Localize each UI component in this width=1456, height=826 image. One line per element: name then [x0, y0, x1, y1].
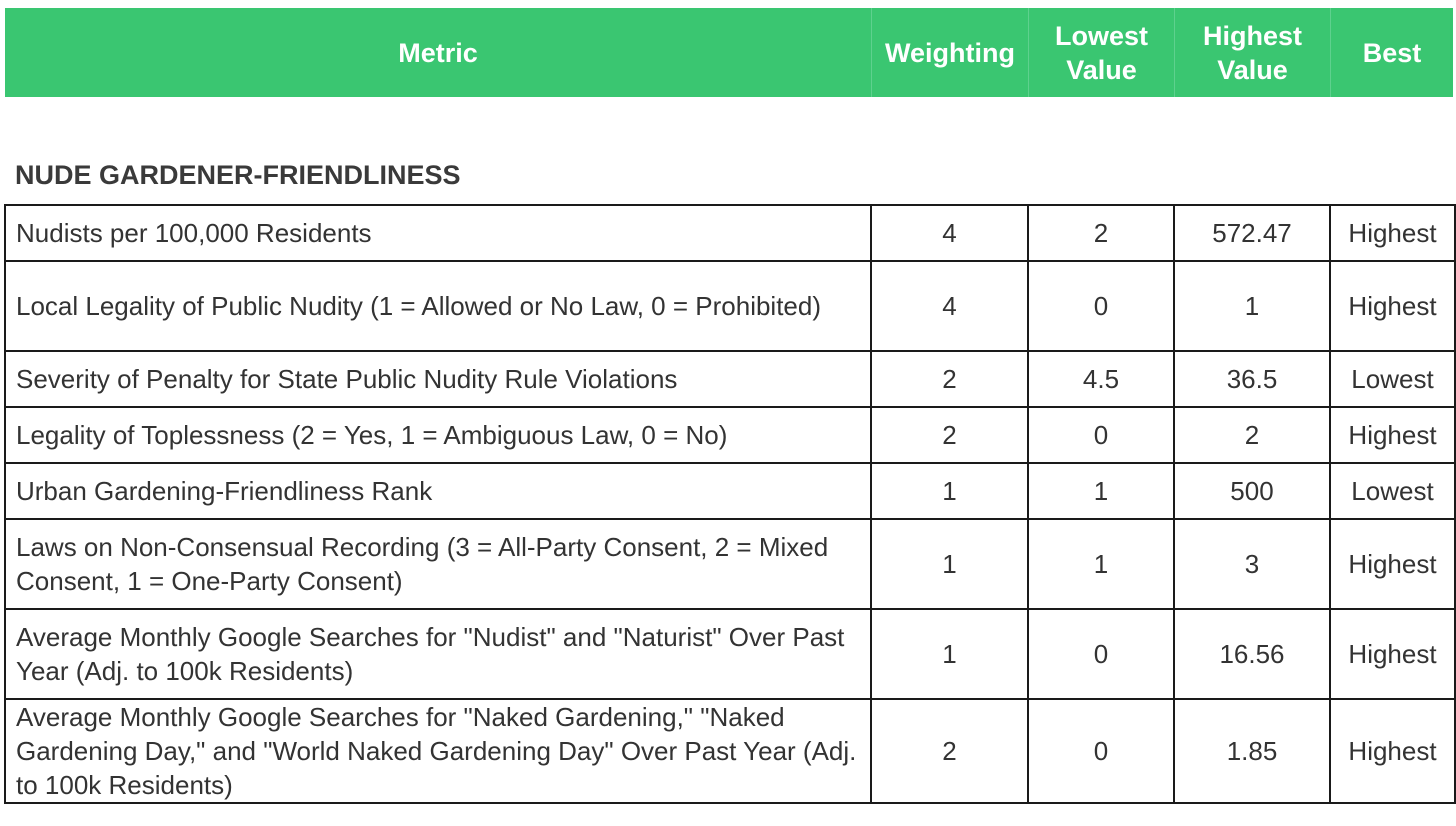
metric-cell: Nudists per 100,000 Residents — [5, 205, 871, 261]
header-weighting: Weighting — [871, 8, 1028, 97]
metrics-table — [4, 204, 1456, 804]
highest-value-cell: 1.85 — [1174, 699, 1330, 803]
table-row — [5, 407, 1455, 463]
table-row — [5, 351, 1455, 407]
weighting-cell: 1 — [871, 609, 1028, 699]
highest-value-cell: 36.5 — [1174, 351, 1330, 407]
metric-cell: Urban Gardening-Friendliness Rank — [5, 463, 871, 519]
lowest-value-cell: 0 — [1028, 407, 1174, 463]
lowest-value-cell: 2 — [1028, 205, 1174, 261]
lowest-value-cell: 0 — [1028, 699, 1174, 803]
lowest-value-cell: 1 — [1028, 519, 1174, 609]
weighting-cell: 4 — [871, 205, 1028, 261]
highest-value-cell: 572.47 — [1174, 205, 1330, 261]
best-cell: Highest — [1330, 699, 1455, 803]
highest-value-cell: 16.56 — [1174, 609, 1330, 699]
weighting-cell: 2 — [871, 407, 1028, 463]
metric-cell: Average Monthly Google Searches for "Naked Gardening," "Naked Gardening Day," and "World Naked Gardening Day" Over Past Year (Adj. to 100k Residents) — [5, 699, 871, 803]
highest-value-cell: 3 — [1174, 519, 1330, 609]
header-highest-value: Highest Value — [1174, 8, 1330, 97]
table-header — [5, 8, 1453, 97]
header-lowest-value: Lowest Value — [1028, 8, 1174, 97]
metric-cell: Local Legality of Public Nudity (1 = Allowed or No Law, 0 = Prohibited) — [5, 261, 871, 351]
metric-cell: Average Monthly Google Searches for "Nudist" and "Naturist" Over Past Year (Adj. to 100k Residents) — [5, 609, 871, 699]
header-best: Best — [1330, 8, 1453, 97]
metric-cell: Laws on Non-Consensual Recording (3 = All-Party Consent, 2 = Mixed Consent, 1 = One-Party Consent) — [5, 519, 871, 609]
table-row — [5, 699, 1455, 803]
metric-cell: Legality of Toplessness (2 = Yes, 1 = Ambiguous Law, 0 = No) — [5, 407, 871, 463]
best-cell: Highest — [1330, 519, 1455, 609]
best-cell: Highest — [1330, 609, 1455, 699]
weighting-cell: 1 — [871, 519, 1028, 609]
lowest-value-cell: 1 — [1028, 463, 1174, 519]
metric-cell: Severity of Penalty for State Public Nudity Rule Violations — [5, 351, 871, 407]
lowest-value-cell: 0 — [1028, 609, 1174, 699]
table-row — [5, 261, 1455, 351]
section-title: NUDE GARDENER-FRIENDLINESS — [15, 160, 461, 190]
lowest-value-cell: 0 — [1028, 261, 1174, 351]
highest-value-cell: 1 — [1174, 261, 1330, 351]
best-cell: Lowest — [1330, 463, 1455, 519]
lowest-value-cell: 4.5 — [1028, 351, 1174, 407]
weighting-cell: 2 — [871, 699, 1028, 803]
table-row — [5, 609, 1455, 699]
header-metric: Metric — [398, 37, 478, 68]
table-row — [5, 463, 1455, 519]
best-cell: Lowest — [1330, 351, 1455, 407]
best-cell: Highest — [1330, 261, 1455, 351]
highest-value-cell: 2 — [1174, 407, 1330, 463]
weighting-cell: 2 — [871, 351, 1028, 407]
table-row — [5, 205, 1455, 261]
highest-value-cell: 500 — [1174, 463, 1330, 519]
weighting-cell: 4 — [871, 261, 1028, 351]
best-cell: Highest — [1330, 407, 1455, 463]
best-cell: Highest — [1330, 205, 1455, 261]
table-row — [5, 519, 1455, 609]
weighting-cell: 1 — [871, 463, 1028, 519]
